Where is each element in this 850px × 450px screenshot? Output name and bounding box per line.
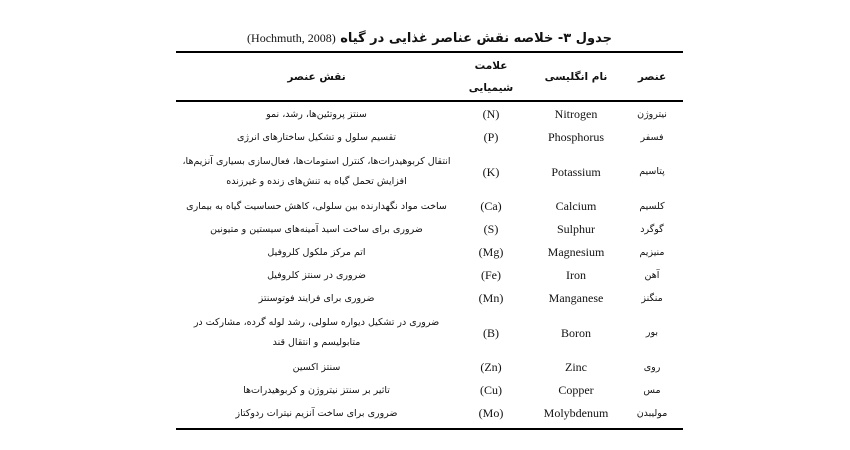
cell-english-name: Zinc — [565, 360, 587, 374]
table-row — [176, 379, 683, 402]
table-body — [176, 102, 683, 428]
cell-role — [176, 152, 451, 192]
nutrient-roles-table — [176, 51, 683, 430]
cell-element: کلسیم — [639, 200, 665, 212]
cell-role — [176, 313, 451, 353]
role-line: سنتز اکسین — [292, 361, 341, 373]
role-line: اتم مرکز ملکول کلروفیل — [267, 246, 366, 258]
role-line: ضروری برای فرایند فوتوسنتز — [258, 292, 375, 304]
cell-english-name: Boron — [561, 325, 591, 340]
cell-element: بور — [645, 327, 659, 338]
table-row — [176, 402, 683, 425]
cell-element: منگنز — [641, 292, 663, 304]
cell-symbol: (P) — [483, 130, 499, 144]
table-row — [176, 126, 683, 149]
role-line: انتقال کربوهیدرات‌ها، کنترل استومات‌ها، فعال‌سازی بسیاری آنزیم‌ها، — [182, 156, 451, 167]
cell-symbol: (K) — [482, 164, 500, 179]
caption-title: جدول ۳- خلاصه نقش عناصر غذایی در گیاه — [340, 31, 612, 46]
cell-element: پتاسیم — [639, 166, 665, 177]
cell-english-name: Calcium — [555, 199, 597, 213]
table-row — [176, 149, 683, 195]
role-line: تاثیر بر سنتز نیتروژن و کربوهیدرات‌ها — [243, 384, 390, 396]
cell-symbol: (Cu) — [480, 383, 502, 397]
header-english-name: نام انگلیسی — [544, 70, 608, 83]
cell-element: مس — [643, 384, 661, 396]
header-chemical-symbol — [451, 55, 531, 99]
cell-symbol: (Mo) — [478, 406, 504, 420]
table-row — [176, 241, 683, 264]
table-row — [176, 103, 683, 126]
cell-symbol: (Mg) — [478, 245, 504, 259]
cell-english-name: Sulphur — [556, 222, 595, 236]
role-line: ضروری در تشکیل دیواره سلولی، رشد لوله گرده، مشارکت در — [193, 317, 440, 328]
cell-english-name: Nitrogen — [554, 107, 598, 121]
caption-citation: (Hochmuth, 2008) — [247, 31, 336, 45]
role-line: ضروری برای ساخت آنزیم نیترات ردوکتاز — [235, 407, 398, 419]
role-line: ساخت مواد نگهدارنده بین سلولی، کاهش حساسیت گیاه به بیماری — [186, 200, 447, 212]
cell-symbol: (Zn) — [480, 360, 502, 374]
table-row — [176, 310, 683, 356]
header-element: عنصر — [637, 70, 667, 83]
cell-english-name: Molybdenum — [543, 406, 609, 420]
cell-english-name: Magnesium — [547, 245, 605, 259]
table-caption — [176, 27, 683, 49]
cell-element: آهن — [644, 269, 660, 281]
role-line: ضروری در سنتز کلروفیل — [267, 269, 366, 281]
cell-role — [176, 243, 451, 263]
cell-symbol: (Ca) — [480, 199, 502, 213]
cell-role — [176, 105, 451, 125]
cell-element: گوگرد — [640, 223, 664, 235]
cell-english-name: Iron — [566, 268, 586, 282]
cell-symbol: (Fe) — [481, 268, 501, 282]
cell-english-name: Phosphorus — [547, 130, 604, 144]
header-symbol-line2: شیمیایی — [468, 81, 514, 94]
cell-role — [176, 197, 451, 217]
table-row — [176, 218, 683, 241]
role-line: تقسیم سلول و تشکیل ساختارهای انرژی — [236, 131, 397, 143]
role-line: سنتز پروتئین‌ها، رشد، نمو — [266, 108, 367, 120]
cell-role — [176, 289, 451, 309]
table-row — [176, 287, 683, 310]
role-line: متابولیسم و انتقال قند — [272, 337, 361, 348]
table-header-row — [176, 53, 683, 102]
cell-element: فسفر — [640, 131, 664, 143]
cell-english-name: Potassium — [551, 164, 601, 179]
cell-element: نیتروژن — [637, 108, 667, 120]
cell-role — [176, 128, 451, 148]
cell-role — [176, 266, 451, 286]
cell-element: مولیبدن — [636, 407, 668, 419]
cell-role — [176, 220, 451, 240]
cell-english-name: Copper — [558, 383, 594, 397]
cell-symbol: (S) — [483, 222, 499, 236]
cell-role — [176, 404, 451, 424]
cell-role — [176, 381, 451, 401]
cell-element: روی — [643, 361, 661, 373]
cell-role — [176, 358, 451, 378]
table-row — [176, 264, 683, 287]
role-line: افزایش تحمل گیاه به تنش‌های زنده و غیرزنده — [226, 176, 407, 187]
table-row — [176, 195, 683, 218]
cell-element: منیزیم — [639, 246, 665, 258]
role-line: ضروری برای ساخت اسید آمینه‌های سیستین و متیونین — [210, 223, 423, 235]
header-role: نقش عنصر — [287, 70, 346, 83]
cell-symbol: (N) — [482, 107, 500, 121]
cell-symbol: (B) — [483, 325, 499, 340]
header-symbol-line1: علامت — [474, 59, 508, 72]
cell-english-name: Manganese — [548, 291, 604, 305]
cell-symbol: (Mn) — [478, 291, 504, 305]
table-row — [176, 356, 683, 379]
